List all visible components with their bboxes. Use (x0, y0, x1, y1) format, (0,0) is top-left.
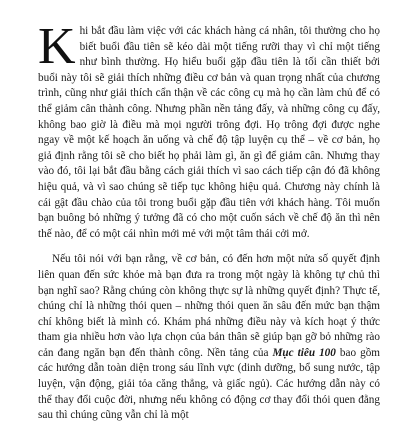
book-title-emphasis: Mục tiêu 100 (272, 346, 336, 359)
paragraph-2 (38, 252, 380, 424)
paragraph-1 (38, 18, 380, 242)
drop-cap: K (38, 18, 76, 75)
paragraph-2-text-before: Nếu tôi nói với bạn rằng, về cơ bản, có đến hơn một nửa số quyết định liên quan đến sức khỏe mà bạn đưa ra trong một ngày là không tự chủ thì bạn nghĩ sao? Rằng chúng còn không thực sự là những quyết định? Thực tế, chúng chỉ là những thói quen – những thói quen ăn sâu đến mức bạn thậm chí không biết là mình có. Khám phá những điều này và kích hoạt ý thức tham gia nhiều hơn vào lựa chọn của bản thân sẽ giúp bạn gỡ bỏ những rào cản đang ngăn bạn đến thành công. Nền tảng của (38, 253, 380, 359)
paragraph-1-text: hi bắt đầu làm việc với các khách hàng cá nhân, tôi thường cho họ biết buổi đầu tiên sẽ kéo dài một tiếng rưỡi thay vì chỉ một tiếng như bình thường. Họ hiểu buổi gặp đầu tiên là tối cần thiết bởi buổi này tôi sẽ giải thích những điều cơ bản và quan trọng nhất của chương trình, cũng như giải thích cẩn thận về các công cụ mà họ cần làm chủ để có thể giảm cân thành công. Nhưng phần nền tảng đấy, và những công cụ đấy, không bao giờ là điều mà mọi người trông đợi. Họ trông đợi được nghe ngay về một kế hoạch ăn uống và chế độ tập luyện cụ thể – về cơ bản, họ giả định rằng tôi sẽ cho biết họ phải làm gì, ăn gì để giảm cân. Nhưng thay vào đó, tôi lại bắt đầu bằng cách giải thích vì sao cách tiếp cận đó đã không hiệu quả, và vì sao chúng sẽ tiếp tục không hiệu quả. Chương này chính là cái gật đầu chào của tôi trong buổi gặp đầu tiên với khách hàng. Tôi muốn bạn buông bỏ những ý tưởng đã có cho một cuốn sách về chế độ ăn thì nên thế nào, để có một cái nhìn mới mẻ với một tâm thái cởi mở. (38, 25, 380, 240)
paragraph-2-text-after: bao gồm các hướng dẫn toàn diện trong sáu lĩnh vực (dinh dưỡng, bổ sung nước, tập luyện, vận động, giải tỏa căng thẳng, và giấc ngủ). Các hướng dẫn này có thể thay đổi cuộc đời, nhưng nếu không có động cơ thay đổi thói quen đằng sau thì chúng cũng vẫn chỉ là một (38, 346, 380, 422)
